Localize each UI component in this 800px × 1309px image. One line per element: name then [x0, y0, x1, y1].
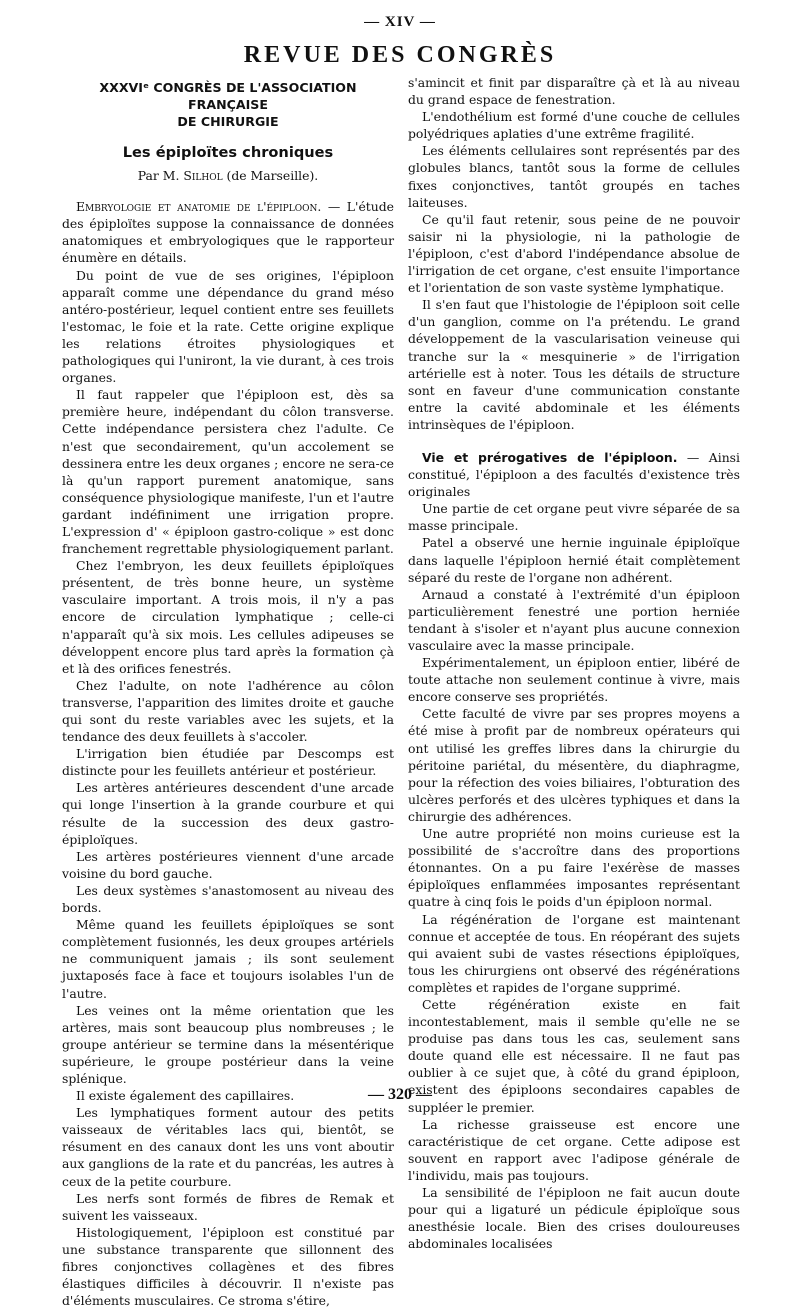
paragraph: Cette régénération existe en fait incontestablement, mais il semble qu'elle ne se produise pas dans tous les cas, seulement sans doute quand elle est nécessaire. Il ne faut pas oublier à ce sujet que, à côté du grand épiploon, existent des épiploons secondaires capables de suppléer le premier.: [408, 996, 740, 1115]
congress-heading: [62, 79, 394, 130]
section-lead: Embryologie et anatomie de l'épiploon.: [76, 199, 322, 215]
paragraph: Les lymphatiques forment autour des petits vaisseaux de véritables lacs qui, bientôt, se résument en des canaux dont les uns vont aboutir aux ganglions de la rate et du pancréas, les autres à ceux de la petite courbure.: [62, 1105, 394, 1189]
paragraph: La richesse graisseuse est encore une caractéristique de cet organe. Cette adipose est souvent en rapport avec l'adipose générale de l'individu, mais pas toujours.: [408, 1116, 740, 1183]
bottom-page-number: — 320 —: [368, 1086, 432, 1103]
top-page-number: — XIV —: [364, 14, 436, 30]
paragraph: L'irrigation bien étudiée par Descomps est distincte pour les feuillets antérieur et postérieur.: [62, 746, 394, 779]
section-paragraph: [408, 449, 740, 500]
paragraph: Les deux systèmes s'anastomosent au niveau des bords.: [62, 882, 394, 916]
paragraph: Arnaud a constaté à l'extrémité d'un épiploon particulièrement fenestré une portion herniée tendant à s'isoler et n'ayant plus aucune connexion vasculaire avec la masse principale.: [408, 586, 740, 653]
paragraph: Les nerfs sont formés de fibres de Remak et suivent les vaisseaux.: [62, 1190, 394, 1223]
paragraph: Les artères postérieures viennent d'une arcade voisine du bord gauche.: [62, 848, 394, 881]
paragraph: Une autre propriété non moins curieuse est la possibilité de s'accroître dans des proportions étonnantes. On a pu faire l'exérèse de masses épiploïques enflammées imposantes représentant quatre à cinq fois le poids d'un épiploon normal.: [408, 826, 740, 910]
paragraph: Il s'en faut que l'histologie de l'épiploon soit celle d'un ganglion, comme on l'a prétendu. Le grand développement de la vascularisation veineuse qui tranche sur la « mesquinerie » de l'irrigation artérielle est à noter. Tous les détails de structure sont en faveur d'une communication constante entre la cavité abdominale et les éléments intrinsèques de l'épiploon.: [408, 297, 740, 432]
section-heading-text: — Ainsi constitué, l'épiploon a des facultés d'existence très originales: [408, 449, 740, 500]
paragraph: Les artères antérieures descendent d'une arcade qui longe l'insertion à la grande courbure et qui résulte de la succession des deux gastro-épiploïques.: [62, 780, 394, 847]
paragraph: L'endothélium est formé d'une couche de cellules polyédriques aplaties d'une extrême fragilité.: [408, 109, 740, 142]
paragraph: Les veines ont la même orientation que les artères, mais sont beaucoup plus nombreuses ; le groupe antérieur se termine dans la mésentérique supérieure, le groupe postérieur dans la veine splénique.: [62, 1002, 394, 1086]
section-lead-text: — L'étude des épiploïtes suppose la connaissance de données anatomiques et embryologiques que le rapporteur énumère en détails.: [62, 199, 395, 266]
paragraph: Du point de vue de ses origines, l'épiploon apparaît comme une dépendance du grand méso antéro-postérieur, lequel contient entre ses feuillets l'estomac, le foie et la rate. Cette origine explique les relations étroites physiologiques et pathologiques qui l'uniront, la vie durant, à ces trois organes.: [62, 267, 394, 386]
author-prefix: Par M.: [137, 168, 184, 184]
paragraph-continuation: s'amincit et finit par disparaître çà et là au niveau du grand espace de fenestration.: [408, 75, 740, 108]
paragraph: Patel a observé une hernie inguinale épiploïque dans laquelle l'épiploon hernié était complètement séparé du reste de l'organe non adhérent.: [408, 535, 740, 585]
left-column: [62, 76, 394, 1309]
paragraph: Chez l'adulte, on note l'adhérence au côlon transverse, l'apparition des limites droite et gauche qui sont du reste variables avec les sujets, et la tendance des deux feuillets à s'accoler.: [62, 677, 394, 745]
paragraph: La régénération de l'organe est maintenant connue et acceptée de tous. En réopérant des sujets qui avaient subi de vastes résections épiploïques, tous les chirurgiens ont observé des régénérations complètes et rapides de l'organe supprimé.: [408, 911, 740, 995]
paragraph: Expérimentalement, un épiploon entier, libéré de toute attache non seulement continue à vivre, mais encore conserve ses propriétés.: [408, 655, 740, 705]
journal-title: REVUE DES CONGRÈS: [243, 42, 557, 68]
right-column: [408, 74, 740, 1252]
author-name: Silhol: [183, 168, 223, 184]
paragraph: Il faut rappeler que l'épiploon est, dès sa première heure, indépendant du côlon transverse. Cette indépendance persistera chez l'adulte. Ce n'est que secondairement, qu'un accolement se dessinera entre les deux organes ; encore ne sera-ce là qu'un rapport purement anatomique, sans conséquence physiologique manifeste, l'un et l'autre gardant indéfiniment une irrigation propre. L'expression d' « épiploon gastro-colique » est donc franchement regrettable physiologiquement parlant.: [62, 387, 394, 557]
congress-heading-line1: XXXVIᵉ CONGRÈS DE L'ASSOCIATION FRANÇAISE: [99, 80, 357, 112]
paragraph: Chez l'embryon, les deux feuillets épiploïques présentent, de très bonne heure, un système vasculaire important. A trois mois, il n'y a pas encore de circulation lymphatique ; celle-ci n'apparaît qu'à six mois. Les cellules adipeuses se développent encore plus tard après la formation çà et là des orifices fenestrés.: [62, 558, 394, 676]
paragraph: Histologiquement, l'épiploon est constitué par une substance transparente que sillonnent des fibres conjonctives collagènes et des fibres élastiques difficiles à découvrir. Il n'existe pas d'éléments musculaires. Ce stroma s'étire,: [62, 1224, 394, 1309]
paragraph: Les éléments cellulaires sont représentés par des globules blancs, tantôt sous la forme de cellules fixes conjonctives, tantôt groupés en taches laiteuses.: [408, 143, 740, 210]
paragraph: Il existe également des capillaires.: [76, 1088, 295, 1104]
section-spacer: [408, 433, 740, 449]
author-line: [62, 167, 394, 184]
paragraph: [62, 198, 394, 266]
paragraph: Une partie de cet organe peut vivre séparée de sa masse principale.: [408, 501, 740, 534]
section-heading: Vie et prérogatives de l'épiploon.: [422, 449, 678, 465]
author-suffix: (de Marseille).: [222, 168, 319, 184]
paragraph: Cette faculté de vivre par ses propres moyens a été mise à profit par de nombreux opérateurs qui ont utilisé les greffes libres dans la chirurgie du péritoine pariétal, du mésentère, du diaphragme, pour la réfection des voies biliaires, l'obturation des ulcères perforés et des ulcères typhiques et dans la chirurgie des adhérences.: [408, 706, 740, 824]
paragraph: La sensibilité de l'épiploon ne fait aucun doute pour qui a ligaturé un pédicule épiploïque sous anesthésie locale. Bien des crises douloureuses abdominales localisées: [408, 1185, 740, 1252]
article-title: Les épiploïtes chroniques: [122, 144, 334, 161]
paragraph: Même quand les feuillets épiploïques se sont complètement fusionnés, les deux groupes artériels ne communiquent jamais ; ils sont seulement juxtaposés face à face et toujours isolables l'un de l'autre.: [62, 917, 394, 1001]
congress-heading-line2: DE CHIRURGIE: [177, 114, 279, 129]
paragraph: Ce qu'il faut retenir, sous peine de ne pouvoir saisir ni la physiologie, ni la pathologie de l'épiploon, c'est d'abord l'indépendance absolue de l'irrigation de cet organe, c'est ensuite l'importance et l'orientation de son vaste système lymphatique.: [408, 211, 740, 296]
